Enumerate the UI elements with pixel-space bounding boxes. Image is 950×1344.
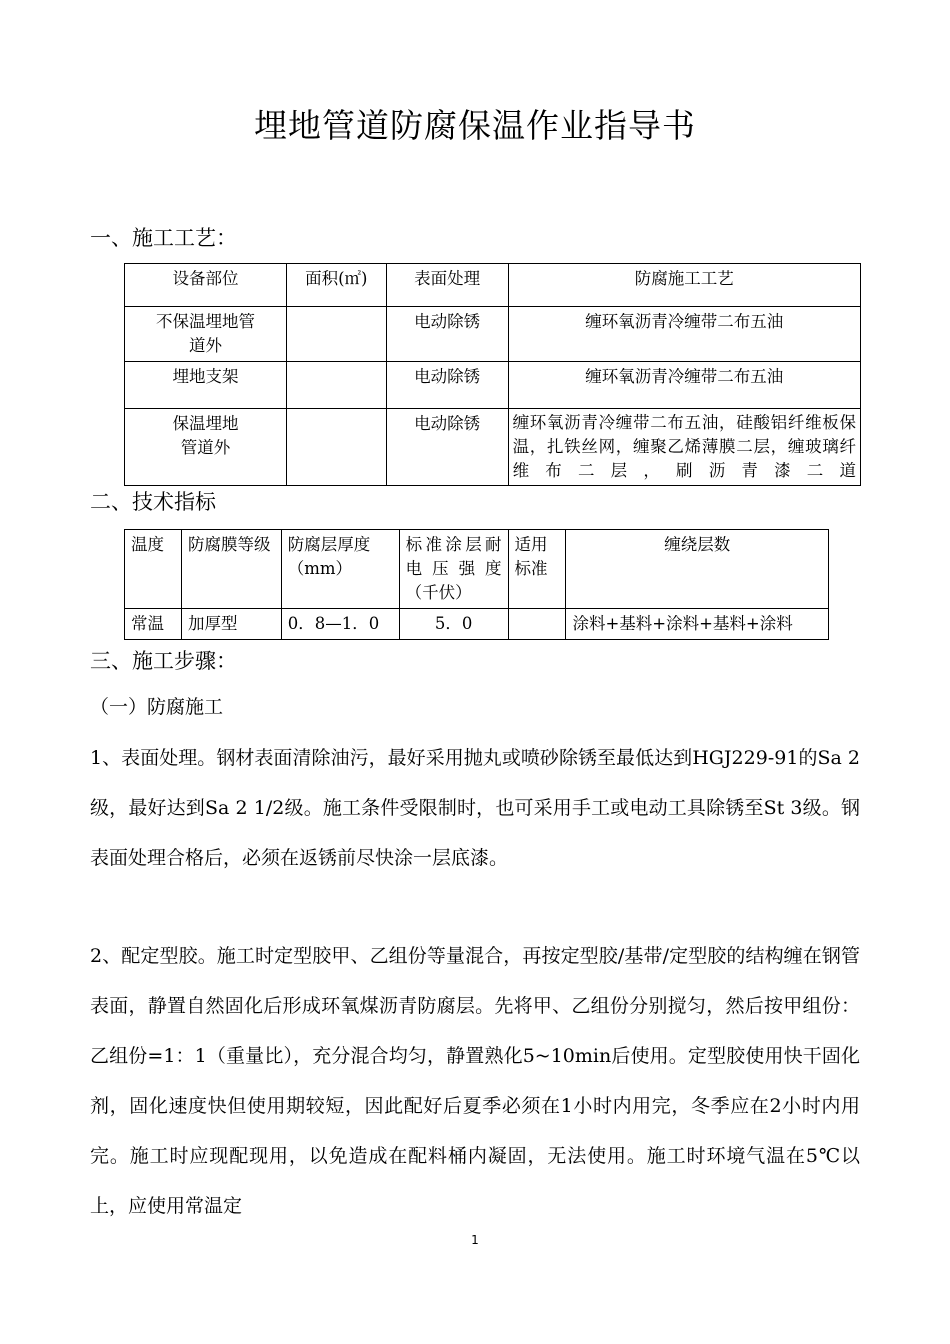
table-cell-surface: 电动除锈 bbox=[386, 362, 508, 409]
table-header-cell: 防腐层厚度（mm） bbox=[281, 530, 399, 609]
table-row bbox=[125, 609, 829, 640]
paragraph-surface-treatment: 1、表面处理。钢材表面清除油污，最好采用抛丸或喷砂除锈至最低达到HGJ229-91的Sa 2级，最好达到Sa 2 1/2级。施工条件受限制时，也可采用手工或电动工具除锈至St 3级。钢表面处理合格后，必须在返锈前尽快涂一层底漆。 bbox=[90, 747, 860, 869]
table-cell-area bbox=[286, 307, 386, 362]
table-header-cell: 适用标准 bbox=[508, 530, 566, 609]
table-header-row bbox=[125, 264, 861, 307]
paragraph-mix-glue: 2、配定型胶。施工时定型胶甲、乙组份等量混合，再按定型胶/基带/定型胶的结构缠在钢管表面，静置自然固化后形成环氧煤沥青防腐层。先将甲、乙组份分别搅匀，然后按甲组份：乙组份=1：1（重量比），充分混合均匀，静置熟化5~10min后使用。定型胶使用快干固化剂，固化速度快但使用期较短，因此配好后夏季必须在1小时内用完，冬季应在2小时内用完。施工时应现配现用，以免造成在配料桶内凝固，无法使用。施工时环境气温在5℃以上，应使用常温定 bbox=[90, 945, 860, 1217]
document-title: 埋地管道防腐保温作业指导书 bbox=[254, 106, 696, 145]
subsection-heading: （一）防腐施工 bbox=[90, 696, 224, 718]
table-cell-voltage: 5．0 bbox=[399, 609, 508, 640]
table-cell-part: 不保温埋地管道外 bbox=[125, 307, 287, 362]
table-cell-process: 缠环氧沥青冷缠带二布五油 bbox=[508, 362, 860, 409]
table-header-row bbox=[125, 530, 829, 609]
table-cell-surface: 电动除锈 bbox=[386, 409, 508, 486]
table-row bbox=[125, 362, 861, 409]
section-heading-steps: 三、施工步骤： bbox=[90, 649, 237, 673]
tech-spec-table bbox=[124, 529, 829, 640]
table-row bbox=[125, 409, 861, 486]
table-cell-surface: 电动除锈 bbox=[386, 307, 508, 362]
table-cell-process: 缠环氧沥青冷缠带二布五油，硅酸铝纤维板保温，扎铁丝网，缠聚乙烯薄膜二层，缠玻璃纤维布二层，刷沥青漆二道 bbox=[508, 409, 860, 486]
table-cell-area bbox=[286, 362, 386, 409]
table-cell-grade: 加厚型 bbox=[181, 609, 281, 640]
table-cell-temp: 常温 bbox=[125, 609, 182, 640]
table-header-cell: 面积(㎡) bbox=[286, 264, 386, 307]
table-header-cell: 防腐膜等级 bbox=[181, 530, 281, 609]
table-cell-area bbox=[286, 409, 386, 486]
table-header-cell: 表面处理 bbox=[386, 264, 508, 307]
page-number: 1 bbox=[471, 1233, 479, 1247]
process-table bbox=[124, 263, 861, 486]
table-cell-layers: 涂料+基料+涂料+基料+涂料 bbox=[566, 609, 829, 640]
table-header-cell: 缠绕层数 bbox=[566, 530, 829, 609]
section-heading-process: 一、施工工艺： bbox=[90, 226, 237, 250]
table-cell-part: 保温埋地管道外 bbox=[125, 409, 287, 486]
table-header-cell: 设备部位 bbox=[125, 264, 287, 307]
table-header-cell: 标准涂层耐电压强度（千伏） bbox=[399, 530, 508, 609]
section-heading-tech: 二、技术指标 bbox=[90, 490, 216, 514]
table-row bbox=[125, 307, 861, 362]
table-cell-part: 埋地支架 bbox=[125, 362, 287, 409]
table-cell-thickness: 0．8—1．0 bbox=[281, 609, 399, 640]
table-header-cell: 温度 bbox=[125, 530, 182, 609]
table-cell-process: 缠环氧沥青冷缠带二布五油 bbox=[508, 307, 860, 362]
table-cell-standard bbox=[508, 609, 566, 640]
table-header-cell: 防腐施工工艺 bbox=[508, 264, 860, 307]
